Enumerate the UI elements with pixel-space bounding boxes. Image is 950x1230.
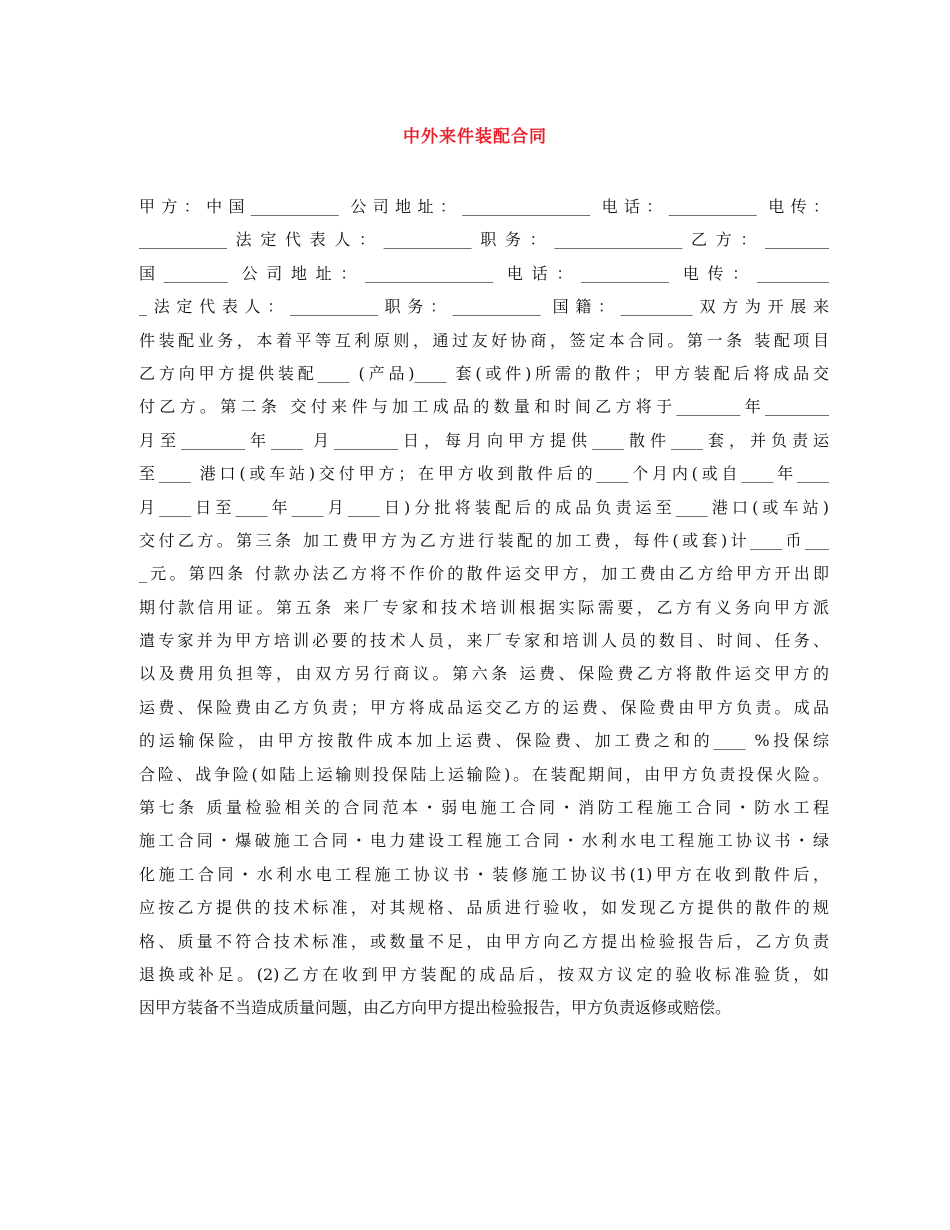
text-line: 的运输保险，由甲方按散件成本加上运费、保险费、加工费之和的____ %投保综 (139, 731, 829, 751)
text-line: 甲方：中国___________ 公司地址：________________ 电话：___________ 电传： (139, 197, 829, 216)
text-line: 交付乙方。第三条 加工费甲方为乙方进行装配的加工费，每件(或套)计____币___ (139, 530, 829, 550)
text-line: 退换或补足。(2)乙方在收到甲方装配的成品后，按双方议定的验收标准验货，如 (139, 964, 829, 984)
text-line: 乙方向甲方提供装配____ (产品)____ 套(或件)所需的散件；甲方装配后将成品交 (139, 363, 829, 383)
text-line: 以及费用负担等，由双方另行商议。第六条 运费、保险费乙方将散件运交甲方的 (139, 664, 829, 684)
text-line: _元。第四条 付款办法乙方将不作价的散件运交甲方，加工费由乙方给甲方开出即 (139, 564, 829, 584)
text-line: 第七条 质量检验相关的合同范本・弱电施工合同・消防工程施工合同・防水工程 (139, 798, 829, 818)
text-line: 付乙方。第二条 交付来件与加工成品的数量和时间乙方将于________年________ (139, 397, 829, 417)
text-line: 应按乙方提供的技术标准，对其规格、品质进行验收，如发现乙方提供的散件的规 (139, 898, 829, 918)
text-line: 遣专家并为甲方培训必要的技术人员，来厂专家和培训人员的数目、时间、任务、 (139, 631, 829, 651)
text-line: _法定代表人：___________职务：___________ 国籍：_________双方为开展来 (139, 297, 829, 317)
text-line: 月____日至____年____月____日)分批将装配后的成品负责运至____港口(或车站) (139, 497, 829, 517)
text-line: ___________法定代表人：___________职务：________________乙方：________ (139, 230, 829, 250)
text-line: 件装配业务，本着平等互利原则，通过友好协商，签定本合同。第一条 装配项目 (139, 330, 829, 350)
text-line: 至____ 港口(或车站)交付甲方；在甲方收到散件后的____个月内(或自____年____ (139, 464, 829, 484)
text-line: 月至________年____ 月________日，每月向甲方提供____散件____套，并负责运 (139, 430, 829, 450)
text-line: 合险、战争险(如陆上运输则投保陆上运输险)。在装配期间，由甲方负责投保火险。 (139, 764, 829, 784)
text-line: 格、质量不符合技术标准，或数量不足，由甲方向乙方提出检验报告后，乙方负责 (139, 931, 829, 951)
text-line: 期付款信用证。第五条 来厂专家和技术培训根据实际需要，乙方有义务向甲方派 (139, 597, 829, 617)
text-line: 施工合同・爆破施工合同・电力建设工程施工合同・水利水电工程施工协议书・绿 (139, 831, 829, 851)
text-line: 运费、保险费由乙方负责；甲方将成品运交乙方的运费、保险费由甲方负责。成品 (139, 697, 829, 717)
document-title: 中外来件装配合同 (403, 127, 547, 147)
text-line: 因甲方装备不当造成质量问题，由乙方向甲方提出检验报告，甲方负责返修或赔偿。 (139, 998, 732, 1018)
text-line: 国________ 公司地址：________________ 电话：___________ 电传：_________ (139, 263, 829, 283)
contract-body (139, 190, 829, 1025)
text-line: 化施工合同・水利水电工程施工协议书・装修施工协议书(1)甲方在收到散件后， (139, 864, 829, 884)
